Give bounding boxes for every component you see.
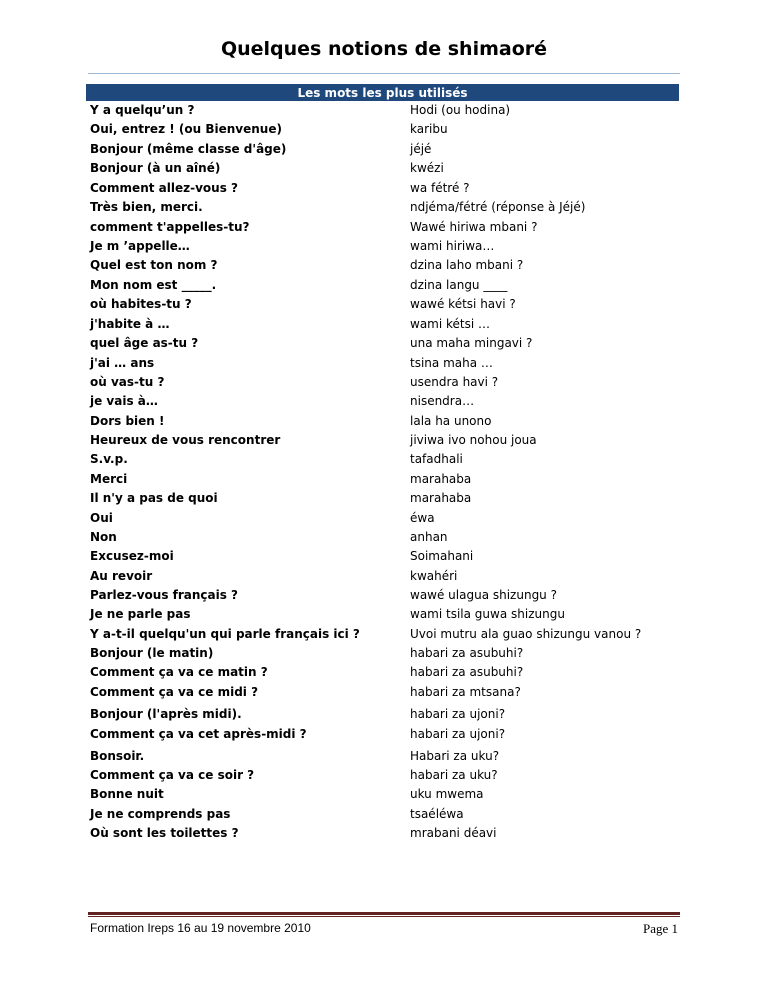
shimaore-phrase: ndjéma/fétré (réponse à Jéjé) (410, 200, 586, 214)
french-phrase: Excusez-moi (90, 549, 174, 563)
french-phrase: Je m ’appelle… (90, 239, 190, 253)
french-phrase: Oui (90, 511, 113, 525)
shimaore-phrase: nisendra… (410, 394, 475, 408)
phrase-row (0, 431, 768, 450)
french-phrase: Heureux de vous rencontrer (90, 433, 281, 447)
shimaore-phrase: anhan (410, 530, 448, 544)
phrase-row (0, 140, 768, 159)
phrase-row (0, 824, 768, 843)
phrase-row (0, 315, 768, 334)
shimaore-phrase: Uvoi mutru ala guao shizungu vanou ? (410, 627, 642, 641)
phrase-row (0, 276, 768, 295)
shimaore-phrase: mrabani déavi (410, 826, 497, 840)
french-phrase: Comment ça va cet après-midi ? (90, 727, 307, 741)
shimaore-phrase: habari za ujoni? (410, 727, 506, 741)
phrase-row (0, 547, 768, 566)
phrase-row (0, 334, 768, 353)
shimaore-phrase: kwézi (410, 161, 444, 175)
footer-text: Formation Ireps 16 au 19 novembre 2010 (90, 921, 311, 935)
french-phrase: j'habite à … (90, 317, 170, 331)
phrase-row (0, 625, 768, 644)
shimaore-phrase: karibu (410, 122, 448, 136)
shimaore-phrase: wami hiriwa… (410, 239, 495, 253)
phrase-row (0, 450, 768, 469)
shimaore-phrase: tsina maha … (410, 356, 493, 370)
phrase-row (0, 295, 768, 314)
french-phrase: Bonjour (le matin) (90, 646, 214, 660)
phrase-row (0, 683, 768, 702)
phrase-row (0, 528, 768, 547)
phrase-row (0, 218, 768, 237)
phrase-row (0, 101, 768, 120)
french-phrase: Bonjour (l'après midi). (90, 707, 242, 721)
french-phrase: Bonsoir. (90, 749, 145, 763)
french-phrase: Il n'y a pas de quoi (90, 491, 218, 505)
shimaore-phrase: wawé kétsi havi ? (410, 297, 516, 311)
french-phrase: Dors bien ! (90, 414, 165, 428)
shimaore-phrase: wawé ulagua shizungu ? (410, 588, 557, 602)
phrase-row (0, 354, 768, 373)
phrase-row (0, 470, 768, 489)
shimaore-phrase: jiviwa ivo nohou joua (410, 433, 537, 447)
phrase-row (0, 747, 768, 766)
phrase-row (0, 489, 768, 508)
french-phrase: Mon nom est _____. (90, 278, 217, 292)
shimaore-phrase: wami kétsi … (410, 317, 491, 331)
shimaore-phrase: habari za asubuhi? (410, 646, 524, 660)
phrase-row (0, 725, 768, 744)
shimaore-phrase: éwa (410, 511, 435, 525)
french-phrase: Bonjour (même classe d'âge) (90, 142, 287, 156)
phrase-row (0, 256, 768, 275)
french-phrase: Au revoir (90, 569, 153, 583)
french-phrase: Oui, entrez ! (ou Bienvenue) (90, 122, 282, 136)
title-underline (88, 73, 680, 74)
shimaore-phrase: lala ha unono (410, 414, 492, 428)
french-phrase: j'ai … ans (90, 356, 155, 370)
french-phrase: comment t'appelles-tu? (90, 220, 250, 234)
shimaore-phrase: habari za uku? (410, 768, 498, 782)
footer-divider-thick (88, 912, 680, 915)
phrase-row (0, 805, 768, 824)
shimaore-phrase: dzina langu ____ (410, 278, 508, 292)
french-phrase: Merci (90, 472, 128, 486)
shimaore-phrase: dzina laho mbani ? (410, 258, 524, 272)
shimaore-phrase: kwahéri (410, 569, 458, 583)
shimaore-phrase: marahaba (410, 491, 472, 505)
shimaore-phrase: uku mwema (410, 787, 484, 801)
french-phrase: S.v.p. (90, 452, 128, 466)
shimaore-phrase: tsaéléwa (410, 807, 464, 821)
phrase-row (0, 373, 768, 392)
shimaore-phrase: Habari za uku? (410, 749, 500, 763)
page-number: Page 1 (642, 921, 678, 936)
phrase-row (0, 198, 768, 217)
phrase-row (0, 392, 768, 411)
phrase-row (0, 605, 768, 624)
phrase-row (0, 785, 768, 804)
french-phrase: quel âge as-tu ? (90, 336, 199, 350)
phrase-row (0, 412, 768, 431)
french-phrase: Parlez-vous français ? (90, 588, 239, 602)
shimaore-phrase: wa fétré ? (410, 181, 470, 195)
shimaore-phrase: Soimahani (410, 549, 474, 563)
phrase-row (0, 509, 768, 528)
french-phrase: Comment ça va ce soir ? (90, 768, 255, 782)
phrase-row (0, 766, 768, 785)
shimaore-phrase: Wawé hiriwa mbani ? (410, 220, 538, 234)
shimaore-phrase: usendra havi ? (410, 375, 499, 389)
french-phrase: Y a-t-il quelqu'un qui parle français ici ? (90, 627, 360, 641)
french-phrase: Bonne nuit (90, 787, 164, 801)
phrase-row (0, 120, 768, 139)
shimaore-phrase: una maha mingavi ? (410, 336, 533, 350)
section-header: Les mots les plus utilisés (86, 84, 679, 101)
phrase-row (0, 237, 768, 256)
french-phrase: Non (90, 530, 117, 544)
phrase-row (0, 179, 768, 198)
phrase-row (0, 567, 768, 586)
french-phrase: Je ne comprends pas (90, 807, 231, 821)
shimaore-phrase: habari za ujoni? (410, 707, 506, 721)
french-phrase: Je ne parle pas (90, 607, 191, 621)
french-phrase: Comment allez-vous ? (90, 181, 238, 195)
french-phrase: Comment ça va ce matin ? (90, 665, 268, 679)
french-phrase: Très bien, merci. (90, 200, 203, 214)
french-phrase: Où sont les toilettes ? (90, 826, 239, 840)
french-phrase: Comment ça va ce midi ? (90, 685, 259, 699)
french-phrase: je vais à… (90, 394, 158, 408)
shimaore-phrase: jéjé (410, 142, 432, 156)
french-phrase: Quel est ton nom ? (90, 258, 218, 272)
shimaore-phrase: tafadhali (410, 452, 463, 466)
shimaore-phrase: habari za asubuhi? (410, 665, 524, 679)
shimaore-phrase: wami tsila guwa shizungu (410, 607, 565, 621)
document-title: Quelques notions de shimaoré (220, 38, 548, 60)
phrase-row (0, 586, 768, 605)
shimaore-phrase: Hodi (ou hodina) (410, 103, 511, 117)
french-phrase: où habites-tu ? (90, 297, 192, 311)
french-phrase: Y a quelqu’un ? (90, 103, 195, 117)
phrase-row (0, 644, 768, 663)
shimaore-phrase: habari za mtsana? (410, 685, 521, 699)
phrase-row (0, 159, 768, 178)
shimaore-phrase: marahaba (410, 472, 472, 486)
french-phrase: Bonjour (à un aîné) (90, 161, 221, 175)
phrase-row (0, 663, 768, 682)
french-phrase: où vas-tu ? (90, 375, 165, 389)
phrase-row (0, 705, 768, 724)
footer-divider-thin (88, 916, 680, 917)
